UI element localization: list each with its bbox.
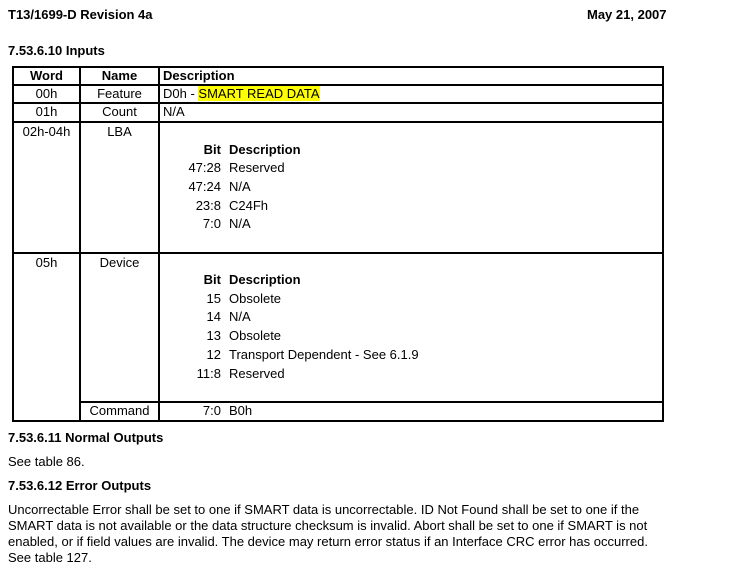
bit-desc: B0h bbox=[229, 403, 253, 418]
cell-word: 05h bbox=[35, 255, 58, 270]
cell-name: Feature bbox=[97, 86, 142, 101]
bit-desc: Obsolete bbox=[229, 328, 282, 343]
bit-value: 11:8 bbox=[196, 366, 221, 381]
bit-desc: N/A bbox=[229, 216, 251, 231]
table-divider bbox=[79, 66, 81, 422]
table-border bbox=[662, 66, 664, 422]
error-text-line: See table 127. bbox=[8, 550, 92, 565]
table-divider bbox=[12, 252, 664, 254]
highlighted-text: SMART READ DATA bbox=[198, 86, 320, 101]
cell-name: LBA bbox=[107, 124, 132, 139]
table-divider bbox=[12, 121, 664, 123]
table-border bbox=[12, 420, 664, 422]
bit-desc: N/A bbox=[229, 179, 251, 194]
bit-value: 15 bbox=[206, 291, 221, 306]
bit-value: 47:28 bbox=[188, 160, 221, 175]
section-normal-heading: 7.53.6.11 Normal Outputs bbox=[8, 430, 164, 445]
header-name: Name bbox=[101, 68, 138, 83]
cell-description: N/A bbox=[163, 104, 185, 119]
bit-header: Bit bbox=[203, 142, 221, 157]
bit-value: 7:0 bbox=[202, 403, 221, 418]
bit-header: Bit bbox=[203, 272, 221, 287]
bit-desc: N/A bbox=[229, 309, 251, 324]
cell-name: Count bbox=[102, 104, 137, 119]
error-text-line: SMART data is not available or the data structure checksum is invalid. Abort shall be set to one if SMART is not bbox=[8, 518, 648, 533]
table-divider bbox=[158, 66, 160, 422]
header-word: Word bbox=[30, 68, 63, 83]
bit-value: 23:8 bbox=[195, 198, 221, 213]
header-description: Description bbox=[163, 68, 235, 83]
cell-word: 02h-04h bbox=[22, 124, 71, 139]
error-text-line: enabled, or if field values are invalid. The device may return error status if an Interface CRC error has occurred. bbox=[8, 534, 648, 549]
table-border bbox=[12, 66, 14, 422]
bit-desc: C24Fh bbox=[229, 198, 269, 213]
section-error-heading: 7.53.6.12 Error Outputs bbox=[8, 478, 152, 493]
desc-prefix: D0h - bbox=[163, 86, 199, 101]
cell-word: 01h bbox=[35, 104, 58, 119]
error-text-line: Uncorrectable Error shall be set to one if SMART data is uncorrectable. ID Not Found shall be set to one if the bbox=[8, 502, 640, 517]
desc-header: Description bbox=[229, 272, 301, 287]
cell-name: Device bbox=[99, 255, 140, 270]
bit-desc: Obsolete bbox=[229, 291, 282, 306]
bit-desc: Reserved bbox=[229, 366, 285, 381]
desc-header: Description bbox=[229, 142, 301, 157]
bit-desc: Reserved bbox=[229, 160, 285, 175]
bit-value: 12 bbox=[206, 347, 221, 362]
cell-name: Command bbox=[89, 403, 150, 418]
bit-value: 14 bbox=[206, 309, 221, 324]
doc-date: May 21, 2007 bbox=[587, 7, 667, 22]
bit-value: 7:0 bbox=[202, 216, 221, 231]
normal-outputs-text: See table 86. bbox=[8, 454, 85, 469]
doc-id: T13/1699-D Revision 4a bbox=[8, 7, 153, 22]
bit-desc: Transport Dependent - See 6.1.9 bbox=[229, 347, 419, 362]
cell-description bbox=[163, 86, 320, 101]
cell-word: 00h bbox=[35, 86, 58, 101]
bit-value: 13 bbox=[206, 328, 221, 343]
bit-value: 47:24 bbox=[188, 179, 221, 194]
section-inputs-heading: 7.53.6.10 Inputs bbox=[8, 43, 105, 58]
